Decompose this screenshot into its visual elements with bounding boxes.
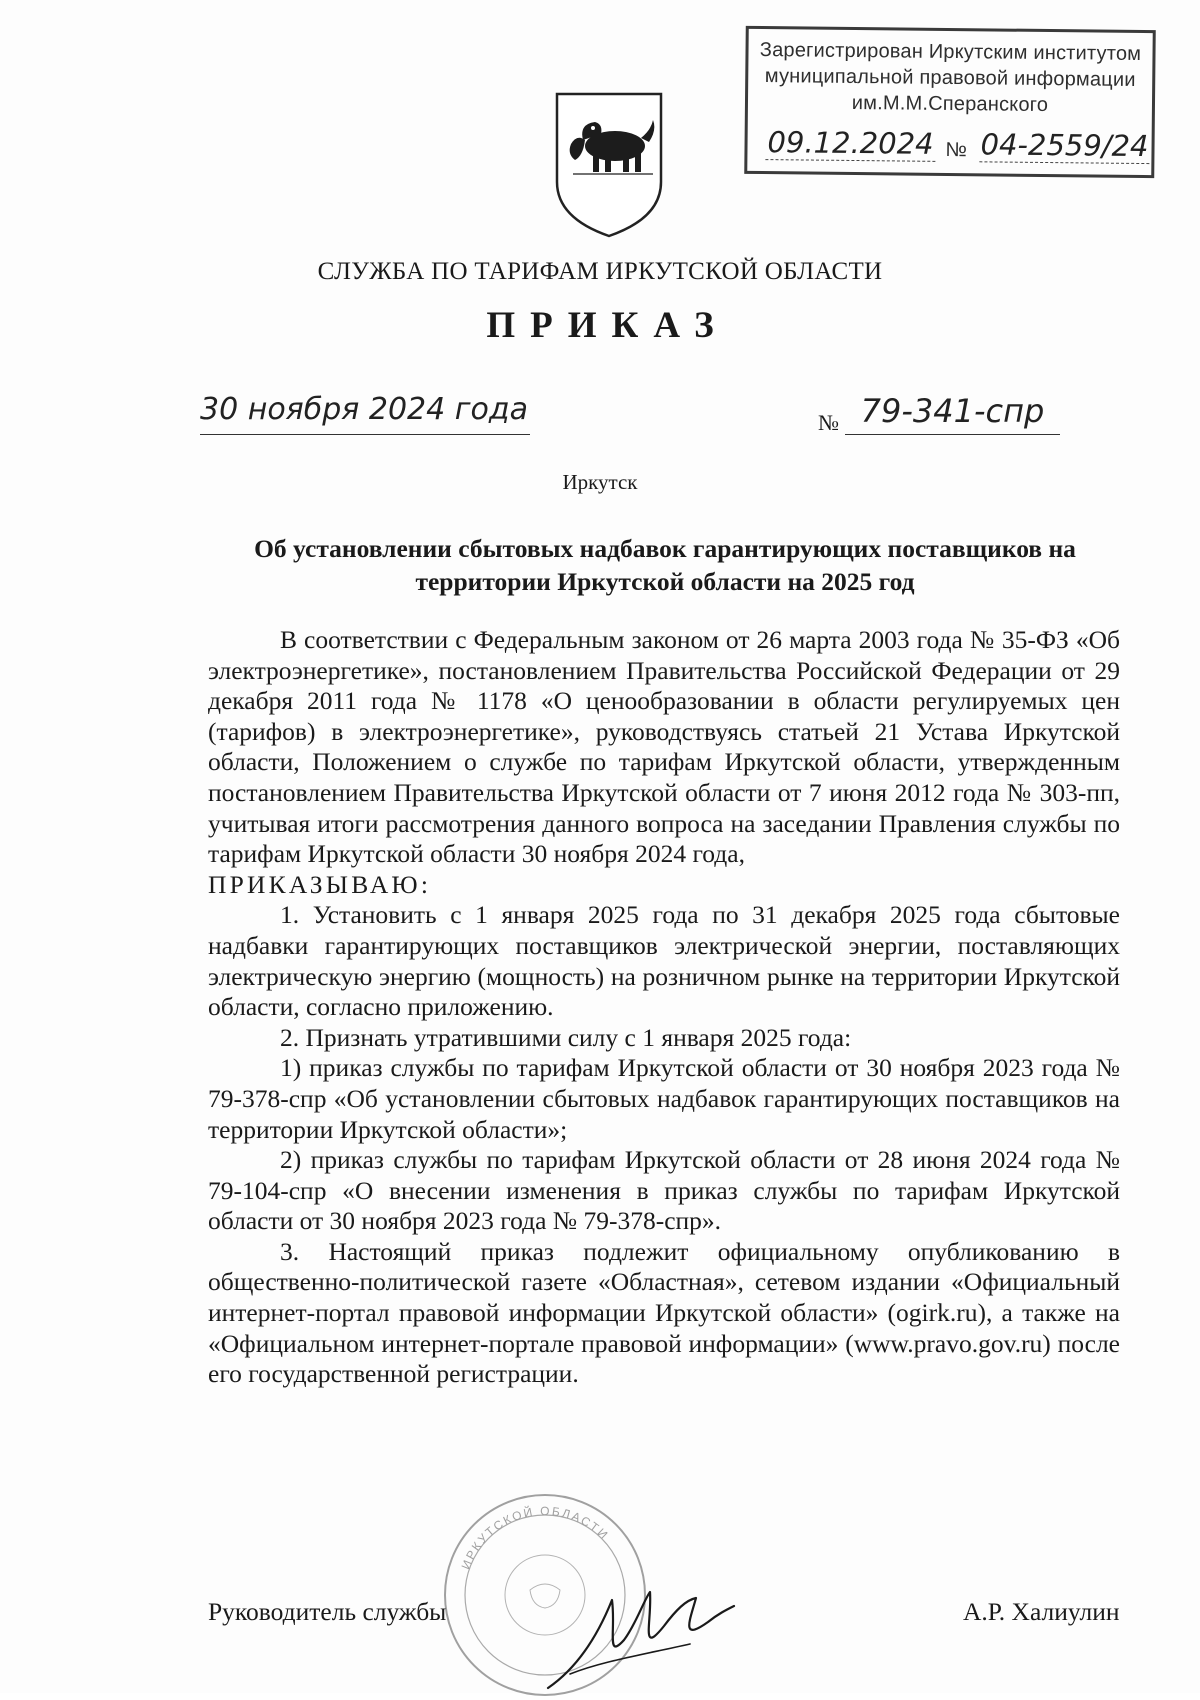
order-number-label: № [818, 410, 839, 435]
item-2-paragraph: 2. Признать утратившими силу с 1 января 2025 года: [280, 1022, 852, 1052]
order-date-handwritten: 30 ноября 2024 года [200, 392, 530, 435]
item-2-1-paragraph: 1) приказ службы по тарифам Иркутской области от 30 ноября 2023 года № 79-378-спр «Об установлении сбытовых надбавок гарантирующих поставщиков на территории Иркутской области»; [208, 1053, 1120, 1144]
signer-name: А.Р. Халиулин [963, 1597, 1120, 1626]
document-body [208, 625, 1120, 1390]
registration-stamp-line-2: муниципальной правовой информации [764, 65, 1136, 91]
preamble-paragraph: В соответствии с Федеральным законом от 26 марта 2003 года № 35-ФЗ «Об электроэнергетике», постановлением Правительства Российской Федерации от 29 декабря 2011 года № 1178 «О ценообразовании в области регулируемых цен (тарифов) в электроэнергетике», руководствуясь статьей 21 Устава Иркутской области, Положением о службе по тарифам Иркутской области, утвержденным постановлением Правительства Иркутской области от 7 июня 2012 года № 303-пп, учитывая итоги рассмотрения данного вопроса на заседании Правления службы по тарифам Иркутской области 30 ноября 2024 года, [208, 625, 1120, 869]
document-type: ПРИКАЗ [486, 305, 729, 346]
seal-text: ИРКУТСКОЙ ОБЛАСТИ [458, 1503, 612, 1572]
document-title [200, 532, 1130, 598]
registration-stamp-line-1: Зарегистрирован Иркутским институтом [759, 39, 1142, 65]
item-1-paragraph: 1. Установить с 1 января 2025 года по 31 декабря 2025 года сбытовые надбавки гарантирующих поставщиков электрической энергии, поставляющих электрическую энергию (мощность) на розничном рынке на территории Иркутской области, согласно приложению. [208, 900, 1120, 1022]
agency-name: СЛУЖБА ПО ТАРИФАМ ИРКУТСКОЙ ОБЛАСТИ [317, 258, 883, 285]
svg-text:ИРКУТСКОЙ ОБЛАСТИ [459, 1504, 612, 1572]
signer-position: Руководитель службы [208, 1597, 447, 1626]
order-word: ПРИКАЗЫВАЮ: [208, 869, 432, 899]
registration-number-label: № [945, 138, 968, 162]
handwritten-signature [540, 1570, 740, 1693]
document-title-line-1: Об установлении сбытовых надбавок гарантирующих поставщиков на [254, 534, 1076, 563]
item-3-paragraph: 3. Настоящий приказ подлежит официальному опубликованию в общественно-политической газете «Областная», сетевом издании «Официальный интернет-портал правовой информации Иркутской области» (ogirk.ru), а также на «Официальном интернет-портале правовой информации» (www.pravo.gov.ru) после его государственной регистрации. [208, 1236, 1120, 1389]
item-2-2-paragraph: 2) приказ службы по тарифам Иркутской области от 28 июня 2024 года № 79-104-спр «О внесении изменения в приказ службы по тарифам Иркутской области от 30 ноября 2023 года № 79-378-спр». [208, 1145, 1120, 1236]
document-title-line-2: территории Иркутской области на 2025 год [415, 567, 915, 596]
coat-of-arms-icon [553, 90, 665, 240]
city: Иркутск [562, 470, 638, 494]
registration-date: 09.12.2024 [767, 125, 934, 161]
order-number-handwritten: 79-341-спр [845, 392, 1060, 435]
registration-number: 04-2559/24 [980, 127, 1149, 164]
registration-stamp [744, 26, 1156, 178]
registration-stamp-fields [757, 125, 1149, 169]
registration-stamp-line-3: им.М.М.Сперанского [851, 91, 1049, 117]
